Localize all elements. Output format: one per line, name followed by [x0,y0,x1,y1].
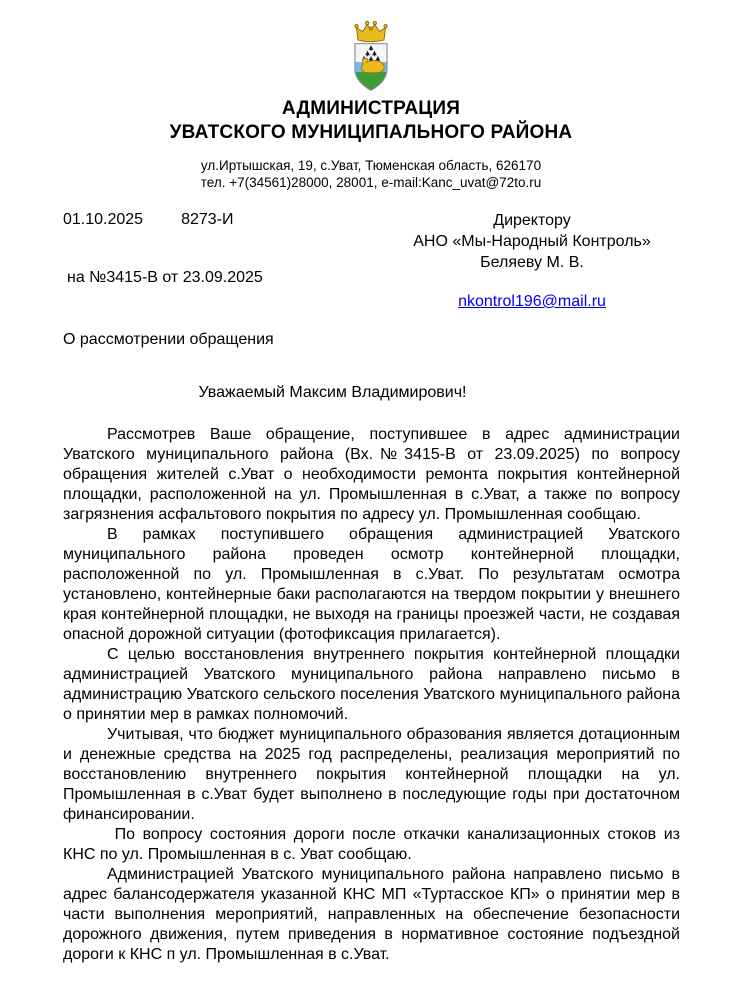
coat-of-arms-icon [348,20,394,95]
org-name-line2: УВАТСКОГО МУНИЦИПАЛЬНОГО РАЙОНА [169,122,573,143]
letterhead [0,0,742,191]
body-paragraph-5: По вопросу состояния дороги после откачки канализационных стоков из КНС по ул. Промышленная в с. Уват сообщаю. [63,826,680,863]
reference-block [63,210,680,312]
body-paragraph-2: В рамках поступившего обращения администрацией Уватского муниципального района проведен осмотр контейнерной площадки, расположенной по ул. Промышленная в с.Уват. По результатам осмотра установлено, контейнерные баки располагаются на твердом покрытии у внешнего края контейнерной площадки, не выходя на границы проезжей части, не создавая опасной дорожной ситуации (фотофиксация прилагается). [63,526,680,643]
body-paragraph-1: Рассмотрев Ваше обращение, поступившее в адрес администрации Уватского муниципального района (Вх.№3415-В от 23.09.2025) по вопросу обращения жителей с.Уват о необходимости ремонта покрытия контейнерной площадки, расположенной на ул. Промышленная в с.Уват, а также по вопросу загрязнения асфальтового покрытия по адресу ул. Промышленная сообщаю. [63,426,680,523]
letter-date: 01.10.2025 [63,211,144,228]
addressee-email-link[interactable]: nkontrol196@mail.ru [458,293,606,310]
shield-icon [355,44,387,95]
addressee-name: Беляеву М. В. [480,254,584,271]
salutation: Уважаемый Максим Владимирович! [198,384,467,401]
addressee-position: Директору [493,212,571,229]
org-name-line1: АДМИНИСТРАЦИЯ [281,98,461,119]
crown-icon [355,21,387,41]
body-paragraph-3: С целью восстановления внутреннего покрытия контейнерной площадки администрацией Уватского муниципального района направлено письмо в администрацию Уватского сельского поселения Уватского муниципального района о принятии мер в рамках полномочий. [63,646,680,723]
reply-reference: на №3415-В от 23.09.2025 [67,269,263,286]
letter-number: 8273-И [181,211,234,228]
coat-of-arms [0,20,742,95]
addressee-email-row [398,291,666,312]
outgoing-reference [63,210,398,312]
addressee-block [398,210,666,312]
body-paragraph-4: Учитывая, что бюджет муниципального образования является дотационным и денежные средства на 2025 год распределены, реализация мероприятий по восстановлению внутреннего покрытия контейнерной площадки на ул. Промышленная в с.Уват будет выполнено в последующие годы при достаточном финансировании. [63,726,680,823]
org-address-line2: тел. +7(34561)28000, 28001, e-mail:Kanc_uvat@72to.ru [200,175,542,190]
subject-line: О рассмотрении обращения [63,331,274,348]
org-address-line1: ул.Иртышская, 19, с.Уват, Тюменская область, 626170 [200,158,542,173]
letter-body [63,425,680,965]
addressee-organization: АНО «Мы-Народный Контроль» [413,233,651,250]
date-number-row [63,210,398,230]
body-paragraph-6: Администрацией Уватского муниципального района направлено письмо в адрес балансодержателя указанной КНС МП «Туртасское КП» о принятии мер в части выполнения мероприятий, направленных на обеспечение безопасности дорожного движения, путем приведения в нормативное состояние подъездной дороги к КНС п ул. Промышленная в с.Уват. [63,866,680,963]
